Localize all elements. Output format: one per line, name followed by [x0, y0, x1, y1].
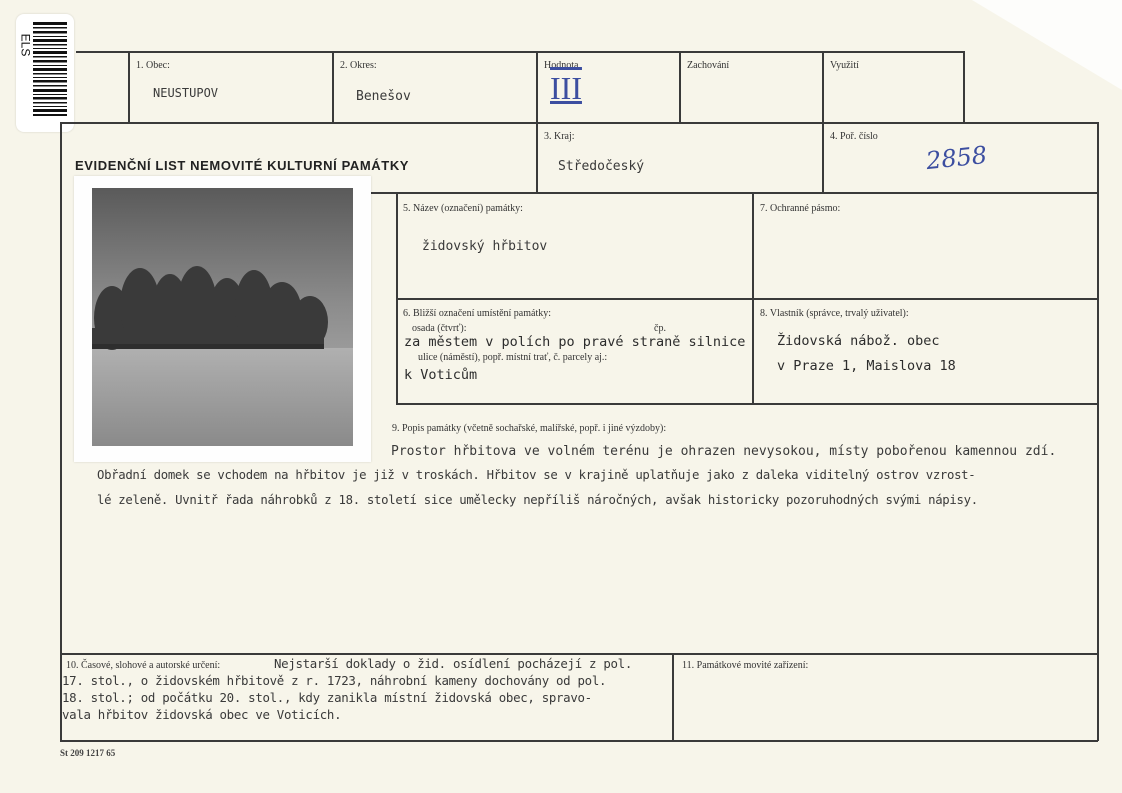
hodnota-value: III: [550, 70, 582, 106]
rule: [396, 298, 1098, 300]
rule: [332, 51, 334, 123]
barcode-sticker: [16, 14, 74, 132]
rule: [371, 192, 1098, 194]
form-code: St 209 1217 65: [60, 748, 116, 758]
cp-label: čp.: [654, 323, 666, 334]
osada-label: osada (čtvrť):: [412, 323, 467, 334]
kraj-value: Středočeský: [558, 159, 645, 174]
hodnota-label: Hodnota: [544, 60, 579, 71]
cemetery-photo: [92, 188, 353, 446]
kraj-label: 3. Kraj:: [544, 131, 575, 142]
popis-label: 9. Popis památky (včetně sochařské, malířské, popř. i jiné výzdoby):: [392, 423, 667, 434]
vlastnik-line-2: v Praze 1, Maislova 18: [777, 358, 956, 374]
nazev-value: židovský hřbitov: [422, 239, 548, 254]
rule: [672, 653, 674, 741]
urceni-line-3: 18. stol.; od počátku 20. stol., kdy zanikla místní židovská obec, spravo-: [62, 690, 592, 705]
urceni-line-2: 17. stol., o židovském hřbitově z r. 1723, náhrobní kameny dochovány od pol.: [62, 673, 607, 688]
por-cislo-label: 4. Poř. číslo: [830, 131, 878, 142]
rule: [60, 740, 1098, 742]
rule: [60, 122, 62, 741]
okres-label: 2. Okres:: [340, 60, 377, 71]
paper-corner: [972, 0, 1122, 90]
rule: [128, 51, 130, 123]
zachovani-label: Zachování: [687, 60, 730, 71]
ulice-label: ulice (náměstí), popř. místní trať, č. parcely aj.:: [418, 352, 608, 363]
urceni-line-4: vala hřbitov židovská obec ve Voticích.: [62, 707, 342, 722]
barcode-icon: [33, 22, 67, 116]
rule: [963, 51, 965, 123]
umisteni-value-1: za městem v polích po pravé straně silnice: [404, 334, 746, 350]
ochranne-pasmo-label: 7. Ochranné pásmo:: [760, 203, 841, 214]
rule: [76, 51, 964, 53]
barcode-label: ELS: [18, 33, 33, 57]
rule: [679, 51, 681, 123]
por-cislo-value: 2858: [924, 140, 989, 176]
obec-value: NEUSTUPOV: [153, 86, 219, 100]
umisteni-label: 6. Bližší označení umístění památky:: [403, 308, 552, 319]
card-title: EVIDENČNÍ LIST NEMOVITÉ KULTURNÍ PAMÁTKY: [75, 158, 410, 173]
urceni-line-1: Nejstarší doklady o žid. osídlení pocházejí z pol.: [274, 656, 632, 671]
rule: [60, 122, 1099, 124]
popis-line-3: lé zeleně. Uvnitř řada náhrobků z 18. století sice umělecky nepříliš náročných, avšak historicky pozoruhodných svými nápisy.: [97, 493, 978, 507]
rule: [1097, 122, 1099, 741]
vyuziti-label: Využití: [830, 60, 859, 71]
vlastnik-label: 8. Vlastník (správce, trvalý uživatel):: [760, 308, 909, 319]
rule: [396, 403, 1098, 405]
rule: [60, 653, 1098, 655]
nazev-label: 5. Název (označení) památky:: [403, 203, 523, 214]
popis-line-2: Obřadní domek se vchodem na hřbitov je již v troskách. Hřbitov se v krajině uplatňuje jako z daleka viditelný ostrov vzrost-: [97, 468, 976, 482]
photo: [74, 176, 371, 462]
popis-line-1: Prostor hřbitova ve volném terénu je ohrazen nevysokou, místy pobořenou kamennou zdí.: [391, 444, 1057, 459]
okres-value: Benešov: [356, 89, 411, 104]
vlastnik-line-1: Židovská nábož. obec: [777, 333, 940, 349]
umisteni-value-2: k Voticům: [404, 367, 478, 383]
urceni-label: 10. Časové, slohové a autorské určení:: [66, 660, 221, 671]
obec-label: 1. Obec:: [136, 60, 170, 71]
movite-label: 11. Památkové movité zařízení:: [682, 660, 809, 671]
